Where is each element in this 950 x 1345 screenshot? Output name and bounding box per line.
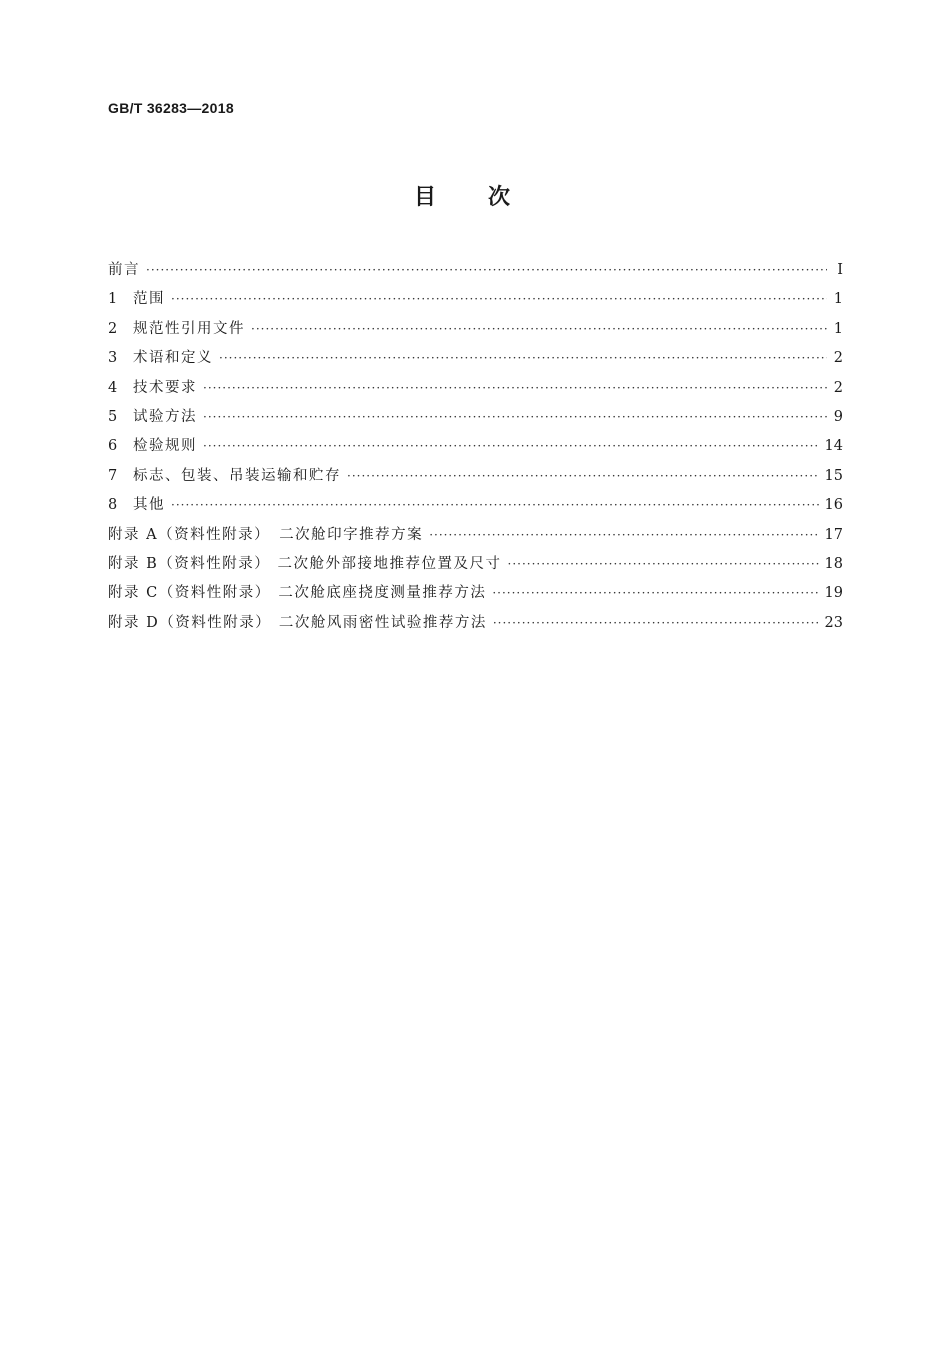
toc-entry-5[interactable] xyxy=(108,405,843,434)
toc-entry-page: 14 xyxy=(824,438,843,455)
toc-entry-page: 2 xyxy=(833,350,843,367)
toc-leader-dots xyxy=(203,410,827,424)
toc-entry-appendix-a[interactable] xyxy=(108,523,843,552)
toc-entry-title: 二次舱底座挠度测量推荐方法 xyxy=(278,585,487,602)
toc-entry-number: 6 xyxy=(108,438,118,455)
toc-entry-title: 其他 xyxy=(133,497,165,514)
toc-entry-page: 16 xyxy=(824,497,843,514)
toc-entry-page: 9 xyxy=(833,408,843,425)
toc-entry-appendix-b[interactable] xyxy=(108,552,843,581)
toc-entry-2[interactable] xyxy=(108,317,843,346)
toc-leader-dots xyxy=(347,469,819,483)
toc-entry-title: 术语和定义 xyxy=(133,350,213,367)
toc-entry-number: 8 xyxy=(108,497,118,514)
toc-entry-title: 二次舱印字推荐方案 xyxy=(279,526,424,543)
toc-entry-number: 3 xyxy=(108,350,118,367)
toc-entry-3[interactable] xyxy=(108,346,843,375)
toc-entry-page: Ⅰ xyxy=(837,262,843,278)
toc-entry-number: 4 xyxy=(108,379,118,396)
toc-entry-page: 1 xyxy=(833,320,843,337)
toc-entry-page: 18 xyxy=(824,555,843,572)
toc-entry-title: 前言 xyxy=(108,262,140,278)
toc-leader-dots xyxy=(508,557,819,571)
toc-appendix-label: 附录 B（资料性附录） xyxy=(108,555,271,572)
toc-leader-dots xyxy=(171,292,827,306)
standard-code: GB/T 36283—2018 xyxy=(108,100,234,116)
toc-leader-dots xyxy=(203,381,827,395)
toc-entry-foreword[interactable] xyxy=(108,258,843,287)
toc-entry-1[interactable] xyxy=(108,287,843,316)
toc-leader-dots xyxy=(146,263,827,277)
toc-entry-title: 试验方法 xyxy=(133,408,197,425)
toc-entry-title: 二次舱风雨密性试验推荐方法 xyxy=(278,614,487,631)
toc-leader-dots xyxy=(171,498,819,512)
toc-entry-7[interactable] xyxy=(108,464,843,493)
toc-entry-title: 规范性引用文件 xyxy=(133,320,245,337)
toc-entry-number: 2 xyxy=(108,320,118,337)
toc-appendix-label: 附录 D（资料性附录） xyxy=(108,614,272,631)
toc-entry-page: 23 xyxy=(824,614,843,631)
toc-leader-dots xyxy=(493,616,819,630)
toc-entry-title: 范围 xyxy=(133,291,165,308)
toc-leader-dots xyxy=(429,528,818,542)
table-of-contents xyxy=(108,258,843,640)
toc-entry-number: 5 xyxy=(108,408,118,425)
toc-entry-page: 17 xyxy=(824,526,843,543)
toc-entry-4[interactable] xyxy=(108,376,843,405)
toc-entry-title: 二次舱外部接地推荐位置及尺寸 xyxy=(277,555,502,572)
toc-entry-page: 2 xyxy=(833,379,843,396)
toc-entry-appendix-d[interactable] xyxy=(108,611,843,640)
toc-entry-title: 检验规则 xyxy=(133,438,197,455)
toc-entry-6[interactable] xyxy=(108,434,843,463)
toc-entry-page: 19 xyxy=(824,585,843,602)
toc-entry-page: 15 xyxy=(824,467,843,484)
page-title: 目次 xyxy=(413,185,562,210)
toc-appendix-label: 附录 C（资料性附录） xyxy=(108,585,271,602)
toc-leader-dots xyxy=(251,322,827,336)
toc-appendix-label: 附录 A（资料性附录） xyxy=(108,526,271,543)
toc-entry-8[interactable] xyxy=(108,493,843,522)
toc-entry-title: 技术要求 xyxy=(133,379,197,396)
toc-entry-title: 标志、包装、吊装运输和贮存 xyxy=(133,467,341,484)
toc-leader-dots xyxy=(203,439,819,453)
toc-entry-page: 1 xyxy=(833,291,843,308)
toc-entry-number: 1 xyxy=(108,291,118,308)
toc-entry-appendix-c[interactable] xyxy=(108,581,843,610)
toc-leader-dots xyxy=(492,586,818,600)
toc-entry-number: 7 xyxy=(108,467,118,484)
toc-leader-dots xyxy=(219,351,827,365)
